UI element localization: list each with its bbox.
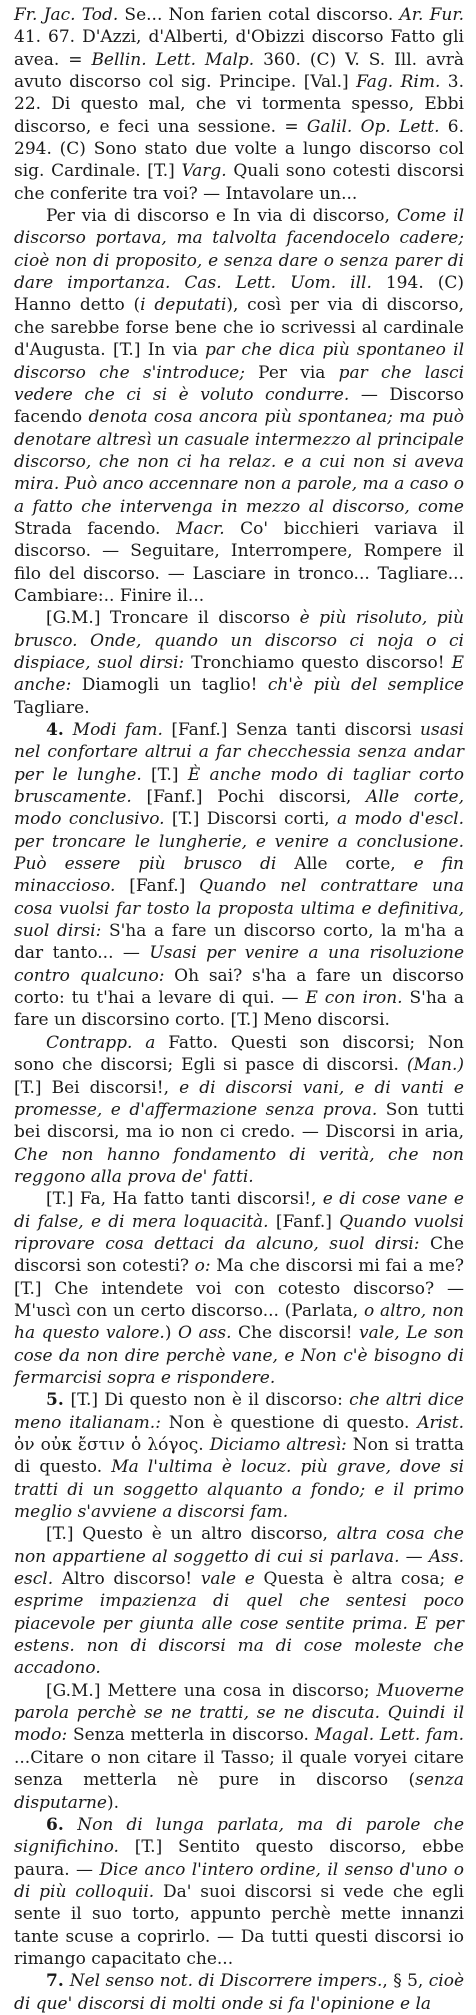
body-text: Fatto. Questi son discorsi; Non sono che discorsi; Egli si pasce di discorsi. [14,1032,464,1076]
body-text: Oh sai? s'ha a fare un discorso corto: tu t'hai a levare di qui. — [14,965,464,1009]
italic-text: Bellin. Lett. Malp. [91,49,255,70]
italic-text: denota cosa ancora più spontanea; ma può denotare altresì un casuale intermezzo al principale discorso, che non ci ha relaz. e a cui non si aveva mira. Può anco accennare non a parole, ma a caso o a fatto che intervenga in mezzo al discorso, come [14,407,465,517]
italic-text: cioè di que' discorsi di molti onde si fa l'opinione e la [14,1971,465,2014]
body-text: Per via [244,362,339,383]
italic-text: vale, Le son cose da non dire perchè vane, e Non c'è bisogno di fermarcisi sopra e rispondere. [14,1323,464,1388]
italic-text: E con iron. [305,988,403,1009]
section-number: 7. [46,1971,70,1992]
body-text: [T.] Discorsi corti, [164,809,337,830]
body-text: [Fanf.] Senza tanti discorsi [162,720,421,740]
italic-text: Arist. [417,1412,464,1433]
italic-text: Ar. Fur. [399,5,464,25]
body-text: [G.M.] Mettere una cosa in discorso; [46,1680,377,1701]
italic-text: Non di lunga parlata, ma di parole che significhino. [14,1814,465,1858]
body-text: Questa è altra cosa; [254,1569,454,1590]
body-text: Strada facendo. [14,518,176,539]
italic-text: O ass. [178,1323,232,1344]
body-text: [Fanf.] [268,1211,340,1232]
body-text: Per via di discorso e In via di discorso, [46,206,397,227]
body-text: ὀν οὐκ ἔστιν ὁ λόγος. [14,1435,210,1455]
body-text: S'ha a fare un discorsino corto. [T.] Meno discorsi. [14,988,464,1031]
body-text: 194. (C) Hanno detto ( [14,273,464,316]
body-text: , § 5, [382,1971,429,1992]
entry-paragraph [14,1188,464,1389]
body-text: Co' bicchieri variava il discorso. — Seguitare, Interrompere, Rompere il filo del discorso. — Lasciare in tronco... Tagliare... Cambiare:.. Finire il... [14,518,464,606]
body-text: [G.M.] Troncare il discorso [46,608,300,629]
italic-text: Dice anco l'intero ordine, il senso d'uno o di più colloquii. [14,1859,464,1902]
italic-text: che altri dice meno italianam.: [14,1390,464,1433]
italic-text: Galil. Op. Lett. [306,116,440,137]
italic-text: è più risoluto, più brusco. Onde, quando un discorso ci noja o ci dispiace, suol dirsi: [14,608,465,673]
body-text: [Fanf.] Pochi discorsi, [131,787,366,808]
italic-text: e di discorsi vani, e di vanti e promesse, e d'affermazione senza prova. [14,1077,464,1120]
entry-paragraph [14,607,464,719]
entry-paragraph [14,1032,464,1188]
body-text: 41. 67. D'Azzi, d'Alberti, d'Obizzi discorso Fatto gli avea. = [14,27,464,70]
section-number: 6. [46,1814,78,1835]
italic-text: i deputati [140,295,227,316]
body-text: Tagliare. [14,697,90,718]
italic-text: senza disputarne [14,1770,464,1813]
italic-text: Quando vuolsi riprovare cosa dettaci da alcuno, suol dirsi: [14,1211,464,1254]
body-text: [T.] Questo è un altro discorso, [46,1524,337,1545]
body-text: 6. 294. (C) Sono stato due volte a lungo discorso col sig. Cardinale. [T.] [14,116,465,182]
italic-text: o: [194,1256,211,1277]
body-text: [T.] [141,764,188,785]
italic-text: Ma l'ultima è locuz. più grave, dove si tratti di un soggetto alquanto a fondo; e il primo meglio s'avviene a discorsi fam. [14,1457,464,1523]
entry-paragraph [14,1389,464,1523]
italic-text: Come il discorso portava, ma talvolta facendocelo cadere; cioè non di proposito, e senza dare o senza parer di dare importanza. Cas. Lett. Uom. ill. [14,206,465,294]
body-text: [T.] Fa, Ha fatto tanti discorsi!, [46,1189,323,1210]
italic-text: Contrapp. a [46,1032,156,1053]
italic-text: e esprime impazienza di quel che sentesi poco piacevole per giunta alle cose sentite prima. E per estens. non di discorsi ma di cose moleste che accadono. [14,1569,464,1679]
italic-text: a modo d'escl. per troncare le lungherie, e venire a conclusione. Può essere più brusco di [14,809,465,875]
italic-text: Fr. Jac. Tod. [14,5,119,25]
italic-text: (Man.) [406,1055,464,1076]
italic-text: e fin minaccioso. [14,854,464,897]
body-text: Non si tratta di questo. [14,1435,464,1478]
entry-paragraph [14,4,464,205]
body-text: ...Citare o non citare il Tasso; il quale voryei citare senza metterla nè pure in discorso ( [14,1747,464,1791]
body-text: Altro discorso! [53,1569,201,1590]
italic-text: Magal. Lett. fam. [314,1725,464,1746]
italic-text: e di cose vane e di false, e di mera loquacità. [14,1189,464,1232]
italic-text: È anche modo di tagliar corto bruscamente. [14,764,464,808]
body-text: Non è questione di questo. [160,1412,418,1433]
italic-text: Che non hanno fondamento di verità, che non reggono alla prova de' fatti. [14,1144,464,1187]
body-text: Che discorsi! [231,1323,360,1344]
entry-paragraph [14,1814,464,1970]
italic-text: par che lasci vedere che ci si è voluto condurre. [14,362,465,405]
italic-text: par che dica più spontaneo il discorso che s'introduce; [14,340,465,383]
italic-text: Varg. [181,161,227,182]
body-text: [T.] Di questo non è il discorso: [70,1390,350,1411]
italic-text: Alle corte, modo conclusivo. [14,787,465,830]
entry-paragraph [14,719,464,1032]
entry-paragraph [14,1680,464,1814]
italic-text: Muoverne parola perchè se ne tratti, se ne discuta. Quindi il modo: [14,1680,464,1746]
body-text: Che discorsi son cotesti? [14,1233,465,1277]
italic-text: Diciamo altresì: [209,1435,347,1455]
italic-text: vale e [200,1569,255,1590]
italic-text: usasi nel confortare altrui a far checchessia senza andar per le lunghe. [14,720,464,785]
body-text: 360. (C) V. S. Ill. avrà avuto discorso col sig. Principe. [Val.] [14,49,464,93]
italic-text: Usasi per venire a una risoluzione contro qualcuno: [14,943,465,986]
italic-text: Fag. Rim. [356,72,441,93]
body-text: Da' suoi discorsi si vede che egli sente il suo torto, appunto perchè mette innanzi tante scuse a coprirlo. — Da tutti questi discorsi io rimango capacitato che... [14,1881,464,1969]
italic-text: altra cosa che non appartiene al soggetto di cui si parlava. — Ass. escl. [14,1524,464,1590]
body-text: ) [164,1323,179,1344]
italic-text: ch'è più del semplice [267,675,464,696]
body-text: [Fanf.] [115,876,200,897]
body-text: [T.] Sentito questo discorso, ebbe paura. — [14,1837,464,1880]
body-text: Tronchiamo questo discorso! [184,652,452,673]
body-text: ). [106,1792,120,1813]
italic-text: o altro, non ha questo valore. [14,1300,465,1344]
body-text: Se... Non farien cotal discorso. [118,5,400,25]
italic-text: Modi fam. [72,720,163,740]
body-text: Senza metterla in discorso. [67,1725,315,1746]
body-text: [T.] Bei discorsi!, [14,1077,180,1098]
section-number: 4. [46,720,73,740]
body-text: S'ha a fare un discorso corto, la m'ha a dar tanto... — [14,921,464,964]
body-text: 3. 22. Di questo mal, che vi tormenta spesso, Ebbi discorso, e feci una sessione. = [14,72,465,137]
body-text: Son tutti bei discorsi, ma io non ci credo. — Discorsi in aria, [14,1099,464,1143]
body-text: — Discorso facendo [14,384,464,428]
section-number: 5. [46,1390,71,1411]
body-text: Quali sono cotesti discorsi che conferite tra voi? — Intavolare un... [14,161,464,204]
italic-text: Macr. [175,518,225,539]
entry-paragraph [14,205,464,607]
italic-text: E anche: [14,652,464,696]
body-text: ), così per via di discorso, che sarebbe forse bene che io scrivessi al cardinale d'Augusta. [T.] In via [14,295,464,361]
italic-text: Nel senso not. di Discorrere impers. [69,1971,383,1992]
body-text: Alle corte, [276,854,414,875]
entry-paragraph [14,1970,464,2015]
body-text: Ma che discorsi mi fai a me? [T.] Che intendete voi con cotesto discorso? — M'uscì con un certo discorso... (Parlata, [14,1256,464,1321]
body-text: Diamogli un taglio! [71,675,268,696]
entry-paragraph [14,1523,464,1679]
italic-text: Quando nel contrattare una cosa vuolsi far tosto la proposta ultima e definitiva, suol dirsi: [14,876,465,942]
